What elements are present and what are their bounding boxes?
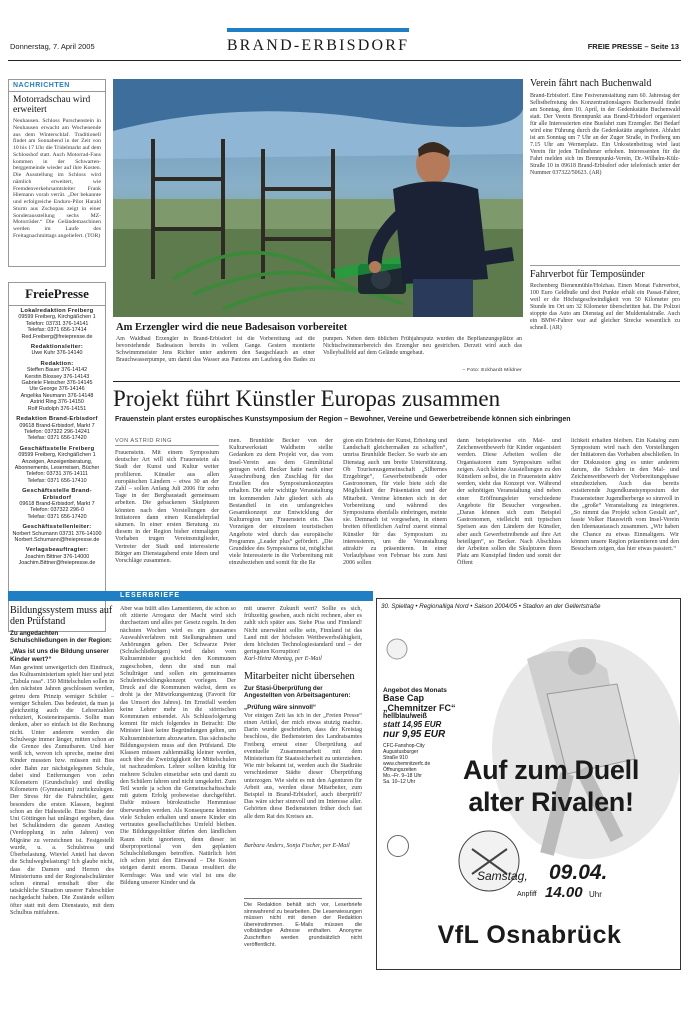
contact-line: Telefax: 0371 656-17414 bbox=[27, 327, 87, 334]
ad-offer-name: Base Cap „Chemnitzer FC“ bbox=[383, 693, 456, 713]
issue-date: Donnerstag, 7. April 2005 bbox=[10, 42, 95, 51]
ad-date-label: Samstag, bbox=[477, 869, 528, 883]
contact-box bbox=[8, 282, 106, 632]
letter-2-headline: Mitarbeiter nicht übersehen bbox=[244, 670, 355, 682]
contact-block bbox=[9, 416, 105, 442]
letter-2-column bbox=[244, 606, 362, 850]
story-fahrverbot-body: Rechenberg Bienenmühle/Holzhau. Einen Monat Fahrverbot, 100 Euro Geldbuße und drei Punkte erhält ein Passat-Fahrer, weil er die Höchstgeschwindigkeit von 50 Kilometer pro Stunde im Ort um 32 Kilometer überschritten hat. Die Polizei stoppte das Auto am Dienstag auf der Muldentalstraße. Auch ein BMW-Fahrer war auf gleicher Strecke wesentlich zu schnell. (AR) bbox=[530, 283, 680, 331]
lead-col-2: men. Brunhilde Becker von der Kulturwerkstatt Waldheim stellte Gedanken zu dem Projekt vor, das vom Insel-Verein aus dem Gimmlitztal getragen wird. Becker hatte nach einer Ausschreibung den Zuschlag für das Erstellen des Symposiumkonzeptes erhalten. Die sehr wichtige Veranstaltung im kommenden Jahr gliedert sich als Bestandteil in ein umfangreiches Gesamtkonzept zur Entwicklung der Kulturregion um Frauenstein ein. Das Vorzeigen der einzelnen touristischen Angebote wird durch das europäische Programm „Leader plus“ gefördert. „Die Grundidee des Symposiums ist, möglichst viele Interessierte in die Vorbereitung mit einzubeziehen und somit für die Re bbox=[229, 438, 333, 567]
contact-line: 09618 Brand-Erbisdorf, Markt 7 bbox=[19, 422, 95, 429]
letter-1-column bbox=[10, 606, 114, 983]
contact-line: Astrid Ring 376-14150 bbox=[30, 399, 84, 406]
letter-2-sub: Zur Stasi-Überprüfung der Angestellten von Arbeitsagenturen: bbox=[244, 685, 351, 700]
ad-sponsor-logo bbox=[387, 835, 409, 857]
contact-blocks bbox=[9, 306, 105, 567]
right-divider bbox=[530, 265, 680, 266]
page-number: FREIE PRESSE – Seite 13 bbox=[587, 42, 679, 51]
letter-1-continued: Aber was hülft alles Lamentieren, die schon so oft zitierte Arroganz der Macht wird sich durchsetzen und alles per Gesetz regeln. In den nächsten Wochen wird es ein grausames Auswahlverfahren mit Stellungnahmen und Anhörungen geben. Der Schwarze Peter (Schulschließungen) wird dabei vom Kultusminister geschickt den Kommunen zugeschoben, denn die sind nun mal Schulträger und sollen ein gemeinsames Schulentwicklungskonzept vorlegen. Der Druck auf die Kommunen wächst, denn es droht ja der Mitwirkungsentzug (Favorit für das Umsort des Jahres). Im Ernstfall werden keine Lehrer mehr in die störrischen Kommunen entsendet. Als Schlussfolgerung kommt für mich folgendes in Betracht: Die Minister lässt keine Begründungen gelten, um Kultusministerium abzuwarten. Das sächsische Bildungssystem muss auf den Prüfstand. Die Klassen müssen zahlenmäßig kleiner werden, auch über die Zweizügigkeit der Mittelschulen ist nachzudenken. Lehrer sollten künftig für mehrere Schulen einsetzbar sein und damit zu den Schülern fahren und nicht umgekehrt. Zum Teil wurde ja schon die Gemeinschaftsschule mit gutem Erfolg probeweise durchgeführt. Dafür müssen bürokratische Hemmnisse überwunden werden. Als Konsequenz könnten viele Schulen erhalten und unsere Kinder ein vertrautes gesellschaftliches Umfeld bleiben. Die Bildungspolitiker dürfen den ländlichen Raum nicht ignorieren, denn dieser ist überproportional von den geplanten Schulschließungen betroffen. Natürlich hört ich schon jetzt den Einwand – Die Kosten steigen damit enorm. Daraus resultiert die Kernfrage: Was und wie viel ist uns die Bildung unserer Kinder und da bbox=[120, 606, 236, 886]
letters-disclaimer: Die Redaktion behält sich vor, Leserbriefe sinnwahrend zu bearbeiten. Die Leserwiesungen müssen nicht mit denen der Redaktion übereinstimmen. E-Mails müssen die vollständige Adresse enthalten. Anonyme Zuschriften werden grundsätzlich nicht veröffentlicht. bbox=[244, 898, 362, 948]
contact-line: Kerstin Blossey 376-14143 bbox=[24, 373, 90, 380]
pool-worker-photo bbox=[113, 79, 523, 317]
lead-col-3: gion ein Erlebnis der Kunst, Erholung und Landschaft gleichermaßen zu schaffen“, umriss Brunhilde Becker. So warb sie am Dienstag auch um breite Unterstützung. Ob Tourismusgemeinschaft „Silbernes Erzgebirge“, Gewerbetreibende oder Gastronomen, für viele biete sich die Möglichkeit der Präsentation und der Mitarbeit. Vereine könnten sich in der Vorbereitung und während des Symposiums ebenfalls einbringen, meinte sie. Demnach ist vorgesehen, in einem breiten öffentlichen Aufruf zuerst einmal Künstler für das Symposium zu interessieren, um die Veranstaltung attraktiv zu präsentieren. In einer Vorlaufphase von Februar bis zum Juni 2006 sollen bbox=[343, 438, 447, 567]
contact-block-title: Verlagsbeauftragter: bbox=[25, 547, 89, 554]
ad-kickoff-label: Anpfiff bbox=[517, 891, 537, 898]
letter-1-sub: Zu angedachten Schulschließungen in der Region: bbox=[10, 630, 112, 645]
letter-2-sign: Barbara Anders, Sonja Fischer, per E-Mail bbox=[244, 842, 350, 849]
contact-line[interactable]: Red.Freiberg@freiepresse.de bbox=[21, 333, 93, 340]
contact-line: Telefon: 037322 296-0 bbox=[30, 507, 84, 514]
letter-2-body: Vor einigen Zeit las ich in der „Freien Presse“ einen Artikel, der mich etwas stutzig machte. Darin wurde geschrieben, dass der Kreistag beschloss, die Bediensteten des Landratsamtes Freiberg erneut einer Überprüfung auf eventuelle Zusammenarbeit mit dem Ministerium für Staatssicherheit zu unterziehen. Wie mir bekannt ist, werden auch die Stadträte verschiedener Städte dieser Überprüfung unterzogen. Wie sieht es mit den Agenturen für Arbeit aus, werden diese Mitarbeiter, zum Beispiel in Brand-Erbisdorf, auch überprüft? Das wäre sicher sinnvoll und im Interesse aller. Gehörten diese Bediensteten früher doch fast alle dem Rat des Kreises an. bbox=[244, 712, 362, 820]
ad-date: 09.04. bbox=[549, 861, 608, 884]
letter-1-body: Man gewinnt unweigerlich den Eindruck, das Kultusministerium spielt hier und jetzt „Tabula rasa“. 150 Mittelschulen sollen in den nächsten Jahren geschlossen werden, getreu dem Prinzip weniger Schüler – weniger Schulen. Das bedeutet, da man ja gleichzeitig auch die Lehrerzahlen reduziert, Kosteneinsparnis. Sollte man denken, aber so einfach ist die Rechnung nicht. Unter anderem werden die Schulwege immer länger, mitten schon an die Grenze des Zumutbaren. Und hier weiß ich, wovon ich spreche, meine drei Kinder mussten bzw. müssen mit Bus oder Bahn zur nächstgelegenen Schule, dabei sind Entfernungen von zehn Kilometern (Grundschule) und dreißig Kilometern (Gymnasium) zurückzulegen. Der Stress für die Fahrschüler, ganz besonders die ersten Klassen, beginnt schon an der Haltestelle. Eine Studie der Uni Göttingen hat unlängst ergeben, dass bei Schulkindern die ganzen Anstieg (Verdopplung in zehn Jahren) von Migräne zu verzeichnen ist. Festgestellt wurde, u. a. Schulstress und Überbelastung. Wieviel Anteil hat davon die Schulwegbelastung? Ich glaube nicht, dass die Damen und Herren des Ministeriums und der Regionalschulämter schon einmal ernsthaft über die tatsächliche Situation unserer Fahrschüler nachgedacht haben. Die Zustände sollten öfter statt mit dem Dienstauto, mit dem Schulbus mitfahren. bbox=[10, 664, 114, 916]
contact-line: 09599 Freiberg, Kirchgäßchen 1 bbox=[18, 452, 96, 459]
lead-col-5: lichkeit erhalten bleiben. Ein Katalog zum Symposium wird nach den Vorstellungen der Initiatoren das Vorhaben abschließen. In der Diskussion ging es unter anderem darum, die Schulen in den Mal- und Zeichenwettbewerb der Vorbereitungsphase einzubeziehen. Auch das bereits existierende Jugendkunstsymposium der Frauensteiner Jugendherberge so sinnvoll in die „große“ Veranstaltung zu integrieren. „So nimmt das Projekt schon Gestalt an“, fasste Volker Hauswirth vom Insel-Verein den Ideenaustausch zusammen. „Wir haben die Chance zu etwas Einmaligem. Wir können unsere Region präsentieren und den Besuchern zeigen, das hier etwas passiert.“ bbox=[571, 438, 679, 553]
ad-price-old: statt 14,95 EUR bbox=[383, 720, 442, 729]
contact-line: Norbert Schumann 03731 376-14100 bbox=[12, 530, 102, 537]
ad-shop-line: Öffnungszeiten bbox=[383, 767, 417, 773]
photo-credit: – Foto: Eckhardt Mildner bbox=[462, 368, 522, 373]
letter-1-sign: Karl-Heinz Montag, per E-Mail bbox=[244, 656, 322, 663]
letter-1-headline: Bildungssystem muss auf den Prüfstand bbox=[10, 605, 113, 627]
contact-line: Joachim Bittner 376-14000 bbox=[24, 553, 90, 560]
ad-kickoff: 14.00 bbox=[545, 884, 583, 901]
section-title: BRAND-ERBISDORF bbox=[226, 37, 410, 54]
letter-2-quote: „Prüfung wäre sinnvoll“ bbox=[244, 703, 317, 711]
contact-block-title: Redaktion: bbox=[40, 360, 74, 367]
nachrichten-label: NACHRICHTEN bbox=[9, 80, 105, 92]
ad-headline-2: alter Rivalen! bbox=[468, 787, 634, 817]
photo-caption: Am Waldbad Erzengler in Brand-Erbisdorf ist die Vorbereitung auf die bevorstehende Badesaison bereits in vollem Gange. Gestern montierte Schwimmmeister Jens Richter unter anderem den Saugschlauch an einer Brauchwasserpumpe, um damit das Wasser aus Pantons am Laufsteg des Bades zu pumpen. Neben dem üblichen Frühjahrsputz wurden die Bepflanzungsplätze an Nichtschwimmerbereich des Erzengler neu gestrichen. Derzeit wird auch das Volleyballfeld auf dem Gelände umgebaut. bbox=[116, 336, 522, 363]
contact-line: Telefax: 0371 656-17420 bbox=[27, 513, 87, 520]
contact-line: Anzeigen, Anzeigenberatung, bbox=[21, 458, 93, 465]
contact-line: Angelika Neumann 376-14148 bbox=[20, 392, 94, 399]
contact-block-title: Geschäftsstelle Freiberg bbox=[19, 445, 95, 452]
contact-line: Telefax: 0371 656-17410 bbox=[27, 477, 87, 484]
contact-line: Abonnements, Leserreisen, Bücher bbox=[14, 464, 100, 471]
lead-subhead: Frauenstein plant erstes europäisches Kunstsymposium der Region – Bewohner, Vereine und Gewerbetreibende können sich einbringen bbox=[115, 416, 571, 423]
ad-shop-line: CFC-Fanshop-City bbox=[383, 743, 425, 749]
ad-shop-line: Mo.–Fr. 9–18 Uhr bbox=[383, 773, 422, 779]
lead-byline: VON ASTRID RING bbox=[115, 438, 219, 446]
letter-1-quote: „Was ist uns die Bildung unserer Kinder wert?“ bbox=[10, 648, 109, 663]
leserbriefe-bar bbox=[8, 591, 373, 601]
ad-shop-line: Augustusburger bbox=[383, 749, 419, 755]
contact-block bbox=[9, 308, 105, 340]
ad-offer-title: Angebot des Monats bbox=[383, 687, 447, 694]
letter-1-end: mit unserer Zukunft wert? Sollte es sich, frühzeitig gesehen, auch nicht rechnen, aber es zahlt sich später aus. Siehe Pisa und Finnland! Nicht unerwähnt sollte sein, Finnland ist das Land mit der höchsten Wettbewerbsfähigkeit, dem höchsten Technologiestandard und – der geringsten Korruption! bbox=[244, 606, 362, 656]
contact-line: Gabriele Fleischer 376-14145 bbox=[21, 380, 93, 387]
ad-shop-line: Sa. 10–12 Uhr bbox=[383, 779, 416, 785]
ad-opponent: VfL Osnabrück bbox=[437, 921, 622, 949]
contact-block bbox=[9, 488, 105, 520]
contact-line: Telefon: 037322 296-14241 bbox=[24, 428, 90, 435]
contact-block-title: Redaktionsleiter: bbox=[30, 344, 84, 351]
contact-block bbox=[9, 361, 105, 412]
lead-headline: Projekt führt Künstler Europas zusammen bbox=[113, 386, 501, 411]
ad-top-line: 30. Spieltag • Regionalliga Nord • Saison 2004/05 • Stadion an der Gellertstraße bbox=[381, 603, 601, 610]
contact-line: 09599 Freiberg, Kirchgäßchen 1 bbox=[18, 314, 96, 321]
contact-line: Ute George 376-14146 bbox=[29, 386, 85, 393]
contact-line[interactable]: Norbert.Schumann@freiepresse.de bbox=[14, 537, 100, 543]
contact-line: Steffen Bauer 376-14142 bbox=[26, 367, 88, 374]
contact-block-title: Redaktion Brand-Erbisdorf bbox=[16, 416, 98, 423]
photo-headline: Am Erzengler wird die neue Badesaison vorbereitet bbox=[116, 322, 348, 333]
contact-block bbox=[9, 547, 105, 566]
ad-shop-line: www.chemnitzerfc.de bbox=[383, 761, 431, 767]
contact-line: Telefax: 0371 656-17420 bbox=[27, 435, 87, 442]
lead-photo bbox=[113, 79, 523, 317]
contact-block bbox=[9, 524, 105, 543]
contact-line: Telefon: 03731 376-14141 bbox=[25, 320, 89, 327]
nachrichten-body: Neuhausen. Schloss Purschenstein in Neuhausen erwacht am Wochenende aus dem Winterschlaf. Traditionell findet am Sonnabend in der Zeit von 10 bis 17 Uhr die Tridelmarkt auf dem Schlosshof statt. Auch Motorrad-Fans kommen in der Schwartenberggemeinde wieder auf ihre Kosten. Die Ausstellung im Schloss wird nämlich erweitert, wie Fremdenverkehrsamtsleiter Frank Hiemann vorab verrät. „Der bekannte und erfolgreiche Enduro-Pilot Harald Sturm aus Zschopau zeigt in einer Sonderausstellung sechs MZ-Motorräder.“ Die Geländemaschinen werden im Laufe des Freitagnachmittags angeliefert. (TOR) bbox=[13, 118, 101, 239]
nachrichten-headline: Motorradschau wird erweitert bbox=[13, 95, 91, 115]
nachrichten-box bbox=[8, 79, 106, 267]
ad-price-new: nur 9,95 EUR bbox=[383, 729, 446, 740]
ad-shop-line: Straße 910 bbox=[383, 755, 408, 761]
lead-top-rule bbox=[113, 381, 680, 382]
ad-kickoff-unit: Uhr bbox=[589, 890, 602, 899]
contact-line: Telefon: 03731 376-14111 bbox=[26, 471, 88, 478]
cfc-advertisement bbox=[376, 598, 681, 970]
story-buchenwald-headline: Verein fährt nach Buchenwald bbox=[530, 78, 652, 89]
ad-headline-1: Auf zum Duell bbox=[462, 755, 640, 785]
contact-block bbox=[9, 344, 105, 357]
contact-block bbox=[9, 446, 105, 484]
ad-offer-colors: hellblau/weiß bbox=[383, 713, 427, 720]
contact-block-title: Geschäftsstelle Brand-Erbisdorf bbox=[22, 488, 92, 501]
story-fahrverbot-headline: Fahrverbot für Temposünder bbox=[530, 268, 645, 280]
contact-block-title: Geschäftsstellenleiter: bbox=[22, 524, 92, 531]
contact-line: 09618 Brand-Erbisdorf, Markt 7 bbox=[19, 500, 95, 507]
header-accent-bar bbox=[227, 28, 409, 32]
header-rule bbox=[8, 60, 681, 61]
story-buchenwald-body: Brand-Erbisdorf. Eine Festveranstaltung zum 60. Jahrestag der Selbstbefreiung des Konzentrationslagers Buchenwald findet am Sonntag, dem 10. April, in der Gedenkstätte Buchenwald statt. Der Verein Brennpunkt aus Brand-Erbisdorf organisiert für alle Interessierten eine Busfahrt zum Erzengler. Bei Bedarf wird eine Führung durch die Gedenkstätte angeboten. Abfahrt ist am Sonntag um 7 Uhr an der Zuger Straße, in Freiberg um 7.15 Uhr am Wernerplatz. Ein Unkostenbeitrag wird laut Verein für jeden Teilnehmer erhoben. Interessenten für die Fahrt melden sich im Brennpunkt-Verein, Dr.-Wilhelm-Külz-Straße 10 in 09618 Brand-Erbisdorf oder telefonisch unter der Nummer 037322/50623. (AR) bbox=[530, 92, 680, 176]
contact-line: Rolf Rudolph 376-14151 bbox=[27, 405, 87, 412]
contact-line[interactable]: Joachim.Bittner@freiepresse.de bbox=[18, 560, 96, 567]
contact-block-title: Lokalredaktion Freiberg bbox=[20, 308, 94, 314]
right-column bbox=[530, 79, 680, 355]
contact-line: Uwe Kuhr 376-14140 bbox=[31, 350, 83, 357]
lead-col-1: Frauenstein. Mit einem Symposium deutscher Art will sich Frauenstein als Stadt der Kunst und Kultur weiter profilieren. Künstler aus allen europäischen Ländern – etwa 30 an der Zahl – sollen Anfang Juli 2006 für zehn Tage in der Bergbaustadt gemeinsam arbeiten. Die gebackenen Skulpturen könnten nach den Vorstellungen der Initiatoren dann einen Kunstlehrpfad säumen. In einer ersten Beratung zu diesem in der Region bisher einmaligen Vorhaben trugen Vereinsmitglieder, Vertreter der Stadt und interessierte Bürger am Dienstagabend erste Ideen und Vorschläge zusammen. bbox=[115, 450, 219, 565]
freiepresse-logo: FreiePresse bbox=[9, 283, 105, 306]
lead-col-4: dann beispielsweise ein Mal- und Zeichenwettbewerb für Kinder organisiert werden. Diese Arbeiten wollen die Organisatoren zum Symposium selbst zeigen. Auch kleine Ausstellungen zu den Künstlern selbst, die in Frauenstein aktiv werden, sieht das Konzept vor. Während der sehnötigen Veranstaltung sind neben einer Eröffnungsfeier verschiedene Angebote für Besucher vorgesehen. „Daran können sich zum Beispiel Gastronomen, vielleicht mit typischen Speisen aus den Ländern der Künstler, aber auch Gewerbetreibende auf ihre Art beteiligen“, so Becker. Nach Abschluss der Arbeiten sollen die Skulpturen ihren Platz am Kunstpfad finden und somit der Öffent bbox=[457, 438, 561, 567]
leserbriefe-label: LESERBRIEFE bbox=[120, 592, 181, 599]
